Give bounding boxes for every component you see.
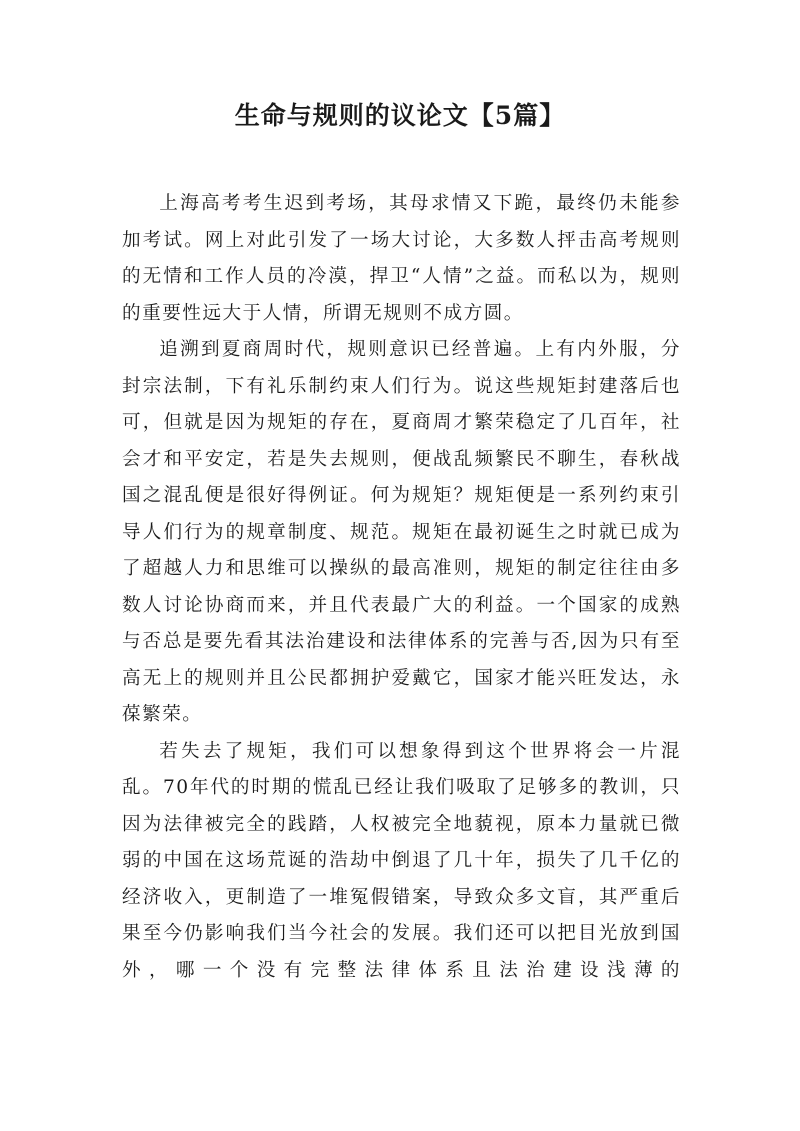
paragraph-3: 若失去了规矩，我们可以想象得到这个世界将会一片混乱。70年代的时期的慌乱已经让我们吸取了足够多的教训，只因为法律被完全的践踏，人权被完全地藐视，原本力量就已微弱的中国在这场荒诞的浩劫中倒退了几十年，损失了几千亿的经济收入，更制造了一堆冤假错案，导致众多文盲，其严重后果至今仍影响我们当今社会的发展。我们还可以把目光放到国外，哪一个没有完整法律体系且法治建设浅薄的 <box>122 740 681 981</box>
document-title: 生命与规则的议论文【5篇】 <box>234 101 566 130</box>
paragraph-2: 追溯到夏商周时代，规则意识已经普遍。上有内外服，分封宗法制，下有礼乐制约束人们行为。说这些规矩封建落后也可，但就是因为规矩的存在，夏商周才繁荣稳定了几百年，社会才和平安定，若是失去规则，便战乱频繁民不聊生，春秋战国之混乱便是很好得例证。何为规矩？规矩便是一系列约束引导人们行为的规章制度、规范。规矩在最初诞生之时就已成为了超越人力和思维可以操纵的最高准则，规矩的制定往往由多数人讨论协商而来，并且代表最广大的利益。一个国家的成熟与否总是要先看其法治建设和法律体系的完善与否,因为只有至高无上的规则并且公民都拥护爱戴它，国家才能兴旺发达，永葆繁荣。 <box>122 339 681 725</box>
paragraph-1: 上海高考考生迟到考场，其母求情又下跪，最终仍未能参加考试。网上对此引发了一场大讨论，大多数人抨击高考规则的无情和工作人员的冷漠，捍卫“人情”之益。而私以为，规则的重要性远大于人情，所谓无规则不成方圆。 <box>122 193 681 324</box>
document-body <box>122 186 681 989</box>
